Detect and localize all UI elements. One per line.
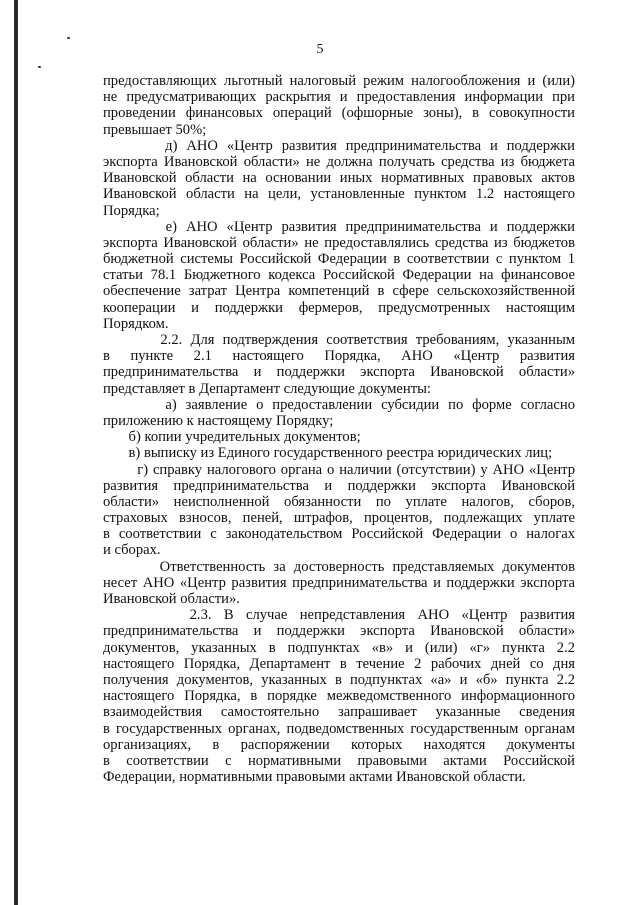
text-line: б) копии учредительных документов; [103, 429, 361, 446]
text-line: предпринимательства и поддержки экспорта Ивановской области» [103, 623, 575, 640]
text-line: Ивановской области на цели, установленные пунктом 1.2 настоящего [103, 186, 575, 203]
text-line: обеспечение затрат Центра компетенций в сфере сельскохозяйственной [103, 283, 575, 300]
text-line: 2.2. Для подтверждения соответствия требованиям, указанным [103, 332, 575, 348]
text-line: настоящего Порядка, Департамент в течение 2 рабочих дней со дня [103, 655, 575, 672]
text-line: д) АНО «Центр развития предпринимательства и поддержки [103, 137, 575, 154]
document-body [103, 73, 575, 785]
text-line: кооперации и поддержки фермеров, предусмотренных настоящим [103, 299, 575, 316]
text-line: статьи 78.1 Бюджетного кодекса Российской Федерации на финансовое [103, 267, 575, 284]
text-line: и сборах. [103, 542, 161, 559]
text-line: 2.3. В случае непредставления АНО «Центр развития [103, 607, 575, 624]
text-line: Федерации, нормативными правовыми актами Ивановской области. [103, 769, 526, 786]
text-line: несет АНО «Центр развития предпринимательства и поддержки экспорта [103, 574, 575, 591]
text-line: проведении финансовых операций (офшорные зоны), в совокупности [103, 105, 575, 122]
paragraph [103, 559, 575, 608]
paragraph [103, 332, 575, 397]
text-line: страховых взносов, пеней, штрафов, процентов, подлежащих уплате [103, 510, 575, 527]
text-line: Порядком. [103, 315, 169, 332]
text-line: в пункте 2.1 настоящего Порядка, АНО «Центр развития [103, 348, 575, 365]
text-line: развития предпринимательства и поддержки экспорта Ивановской [103, 477, 575, 494]
text-line: приложению к настоящему Порядку; [103, 412, 334, 429]
text-line: предоставляющих льготный налоговый режим налогообложения и (или) [103, 73, 575, 89]
paragraph [103, 219, 575, 332]
text-line: Ответственность за достоверность представляемых документов [103, 558, 575, 575]
paragraph [103, 607, 575, 785]
text-line: представляет в Департамент следующие документы: [103, 380, 431, 397]
text-line: г) справку налогового органа о наличии (отсутствии) у АНО «Центр [103, 461, 575, 478]
paragraph [103, 73, 575, 138]
text-line: Ивановской области». [103, 591, 240, 607]
text-line: предпринимательства и поддержки экспорта Ивановской области» [103, 364, 575, 381]
scan-edge [14, 0, 18, 905]
text-line: области» неисполненной обязанности по уплате налогов, сборов, [103, 493, 575, 510]
text-line: организациях, в распоряжении которых находятся документы [103, 736, 575, 753]
text-line: получения документов, указанных в подпунктах «а» и «б» пункта 2.2 [103, 671, 575, 688]
text-line: а) заявление о предоставлении субсидии по форме согласно [103, 396, 575, 413]
text-line: превышает 50%; [103, 121, 207, 138]
text-line: экспорта Ивановской области» не предоставлялись средства из бюджетов [103, 234, 575, 251]
paragraph [103, 138, 575, 219]
text-line: документов, указанных в подпунктах «в» и (или) «г» пункта 2.2 [103, 639, 575, 656]
text-line: в) выписку из Единого государственного реестра юридических лиц; [103, 445, 553, 462]
text-line: бюджетной системы Российской Федерации в соответствии с пунктом 1 [103, 251, 575, 268]
text-line: Порядка; [103, 202, 160, 219]
text-line: экспорта Ивановской области» не должна получать средства из бюджета [103, 153, 575, 170]
paragraph [103, 462, 575, 559]
text-line: в государственных органах, подведомственных государственным органам [103, 720, 575, 737]
text-line: взаимодействия самостоятельно запрашивает указанные сведения [103, 704, 575, 721]
text-line: е) АНО «Центр развития предпринимательства и поддержки [103, 218, 575, 235]
paragraph [103, 397, 575, 429]
scan-speck [67, 37, 70, 39]
text-line: настоящего Порядка, в порядке межведомственного информационного [103, 688, 575, 705]
text-line: в соответствии с законодательством Российской Федерации о налогах [103, 526, 575, 543]
text-line: в соответствии с нормативными правовыми актами Российской [103, 752, 575, 769]
page-number: 5 [316, 42, 324, 57]
text-line: Ивановской области на основании иных нормативных правовых актов [103, 170, 575, 187]
scan-speck [38, 66, 41, 68]
paragraph [103, 429, 575, 445]
paragraph [103, 445, 575, 461]
text-line: не предусматривающих раскрытия и предоставления информации при [103, 89, 575, 106]
